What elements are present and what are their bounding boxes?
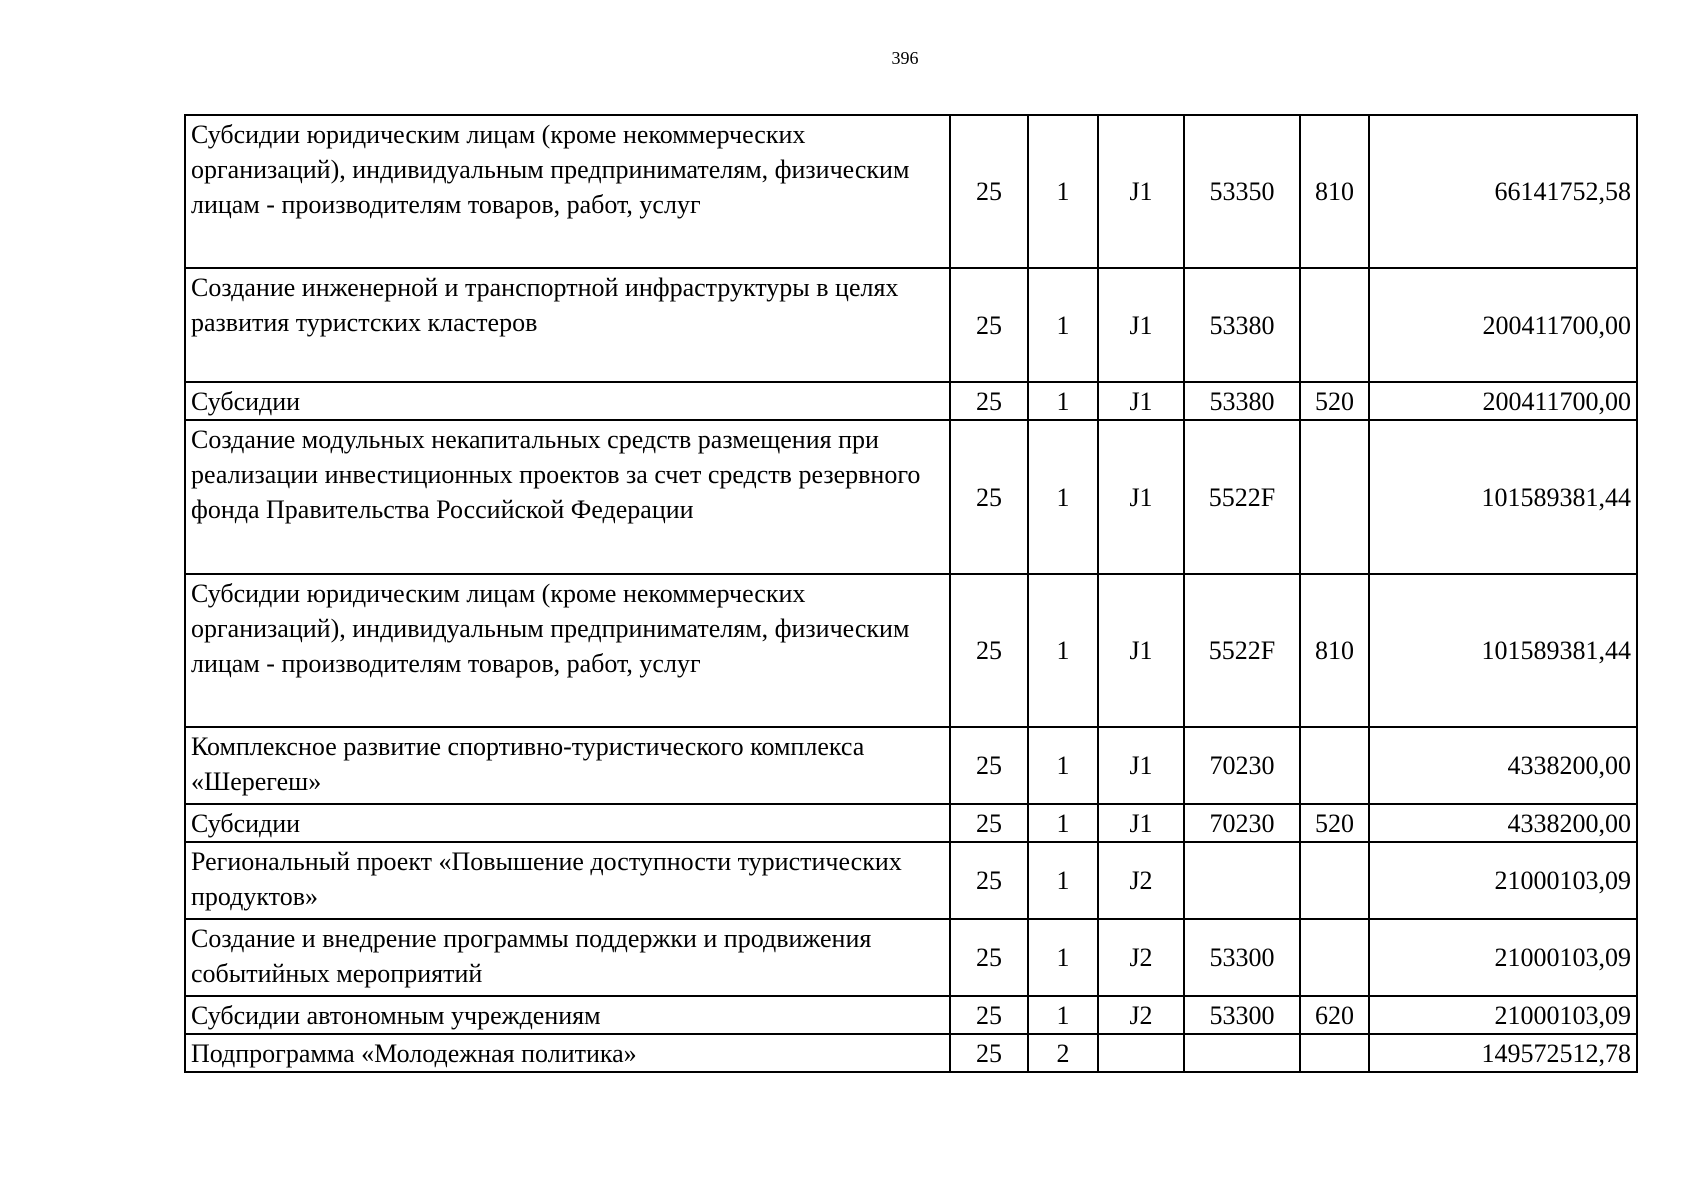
- row-amount: 4338200,00: [1369, 727, 1637, 804]
- row-code-5: 810: [1300, 574, 1369, 727]
- page-number: 396: [891, 48, 919, 68]
- row-amount: 4338200,00: [1369, 804, 1637, 842]
- table-row: [185, 842, 1637, 919]
- row-code-4: 53380: [1184, 382, 1300, 420]
- row-code-5: 520: [1300, 382, 1369, 420]
- row-code-2: 1: [1028, 727, 1098, 804]
- row-code-3: J1: [1098, 420, 1184, 574]
- row-code-4: 53300: [1184, 996, 1300, 1034]
- row-code-3: J2: [1098, 842, 1184, 919]
- row-code-1: 25: [950, 727, 1028, 804]
- row-code-3: J1: [1098, 727, 1184, 804]
- row-code-3: J1: [1098, 382, 1184, 420]
- row-description: Субсидии: [185, 804, 950, 842]
- row-code-5: [1300, 919, 1369, 996]
- row-code-3: [1098, 1034, 1184, 1072]
- row-amount: 21000103,09: [1369, 996, 1637, 1034]
- row-code-2: 1: [1028, 804, 1098, 842]
- row-code-4: 53300: [1184, 919, 1300, 996]
- row-description: Подпрограмма «Молодежная политика»: [185, 1034, 950, 1072]
- row-code-2: 1: [1028, 268, 1098, 382]
- row-code-5: [1300, 420, 1369, 574]
- row-code-2: 1: [1028, 574, 1098, 727]
- row-code-5: 620: [1300, 996, 1369, 1034]
- table-row: [185, 1034, 1637, 1072]
- row-code-2: 1: [1028, 996, 1098, 1034]
- table-row: [185, 919, 1637, 996]
- row-code-2: 2: [1028, 1034, 1098, 1072]
- row-code-4: 70230: [1184, 804, 1300, 842]
- row-code-5: [1300, 727, 1369, 804]
- row-amount: 66141752,58: [1369, 115, 1637, 268]
- row-code-5: [1300, 842, 1369, 919]
- row-code-4: [1184, 1034, 1300, 1072]
- table-row: [185, 727, 1637, 804]
- row-code-4: 5522F: [1184, 574, 1300, 727]
- table-row: [185, 996, 1637, 1034]
- row-code-4: 53380: [1184, 268, 1300, 382]
- row-code-5: [1300, 268, 1369, 382]
- row-amount: 200411700,00: [1369, 268, 1637, 382]
- row-code-3: J1: [1098, 115, 1184, 268]
- row-code-5: 810: [1300, 115, 1369, 268]
- budget-table: [184, 114, 1638, 1073]
- table-row: [185, 804, 1637, 842]
- row-description: Региональный проект «Повышение доступности туристических продуктов»: [185, 842, 950, 919]
- row-description: Субсидии юридическим лицам (кроме некоммерческих организаций), индивидуальным предпринимателям, физическим лицам - производителям товаров, работ, услуг: [185, 115, 950, 268]
- row-code-4: 5522F: [1184, 420, 1300, 574]
- row-code-1: 25: [950, 115, 1028, 268]
- row-description: Создание инженерной и транспортной инфраструктуры в целях развития туристских кластеров: [185, 268, 950, 382]
- row-code-2: 1: [1028, 842, 1098, 919]
- table-row: [185, 574, 1637, 727]
- row-amount: 101589381,44: [1369, 420, 1637, 574]
- row-code-1: 25: [950, 919, 1028, 996]
- row-code-4: [1184, 842, 1300, 919]
- row-description: Комплексное развитие спортивно-туристического комплекса «Шерегеш»: [185, 727, 950, 804]
- row-code-3: J2: [1098, 919, 1184, 996]
- row-code-1: 25: [950, 382, 1028, 420]
- row-code-3: J1: [1098, 804, 1184, 842]
- row-code-4: 53350: [1184, 115, 1300, 268]
- row-description: Субсидии юридическим лицам (кроме некоммерческих организаций), индивидуальным предпринимателям, физическим лицам - производителям товаров, работ, услуг: [185, 574, 950, 727]
- row-amount: 101589381,44: [1369, 574, 1637, 727]
- row-code-3: J2: [1098, 996, 1184, 1034]
- row-code-1: 25: [950, 804, 1028, 842]
- row-code-1: 25: [950, 842, 1028, 919]
- row-code-2: 1: [1028, 115, 1098, 268]
- row-description: Субсидии: [185, 382, 950, 420]
- row-code-2: 1: [1028, 382, 1098, 420]
- row-code-2: 1: [1028, 919, 1098, 996]
- row-amount: 149572512,78: [1369, 1034, 1637, 1072]
- table-row: [185, 115, 1637, 268]
- row-description: Субсидии автономным учреждениям: [185, 996, 950, 1034]
- row-amount: 200411700,00: [1369, 382, 1637, 420]
- row-description: Создание и внедрение программы поддержки и продвижения событийных мероприятий: [185, 919, 950, 996]
- table-row: [185, 268, 1637, 382]
- row-code-1: 25: [950, 1034, 1028, 1072]
- row-code-1: 25: [950, 574, 1028, 727]
- row-code-2: 1: [1028, 420, 1098, 574]
- row-code-5: 520: [1300, 804, 1369, 842]
- row-amount: 21000103,09: [1369, 919, 1637, 996]
- row-code-1: 25: [950, 996, 1028, 1034]
- row-amount: 21000103,09: [1369, 842, 1637, 919]
- table-row: [185, 382, 1637, 420]
- row-code-5: [1300, 1034, 1369, 1072]
- row-code-1: 25: [950, 268, 1028, 382]
- row-description: Создание модульных некапитальных средств размещения при реализации инвестиционных проектов за счет средств резервного фонда Правительства Российской Федерации: [185, 420, 950, 574]
- table-row: [185, 420, 1637, 574]
- row-code-1: 25: [950, 420, 1028, 574]
- row-code-3: J1: [1098, 268, 1184, 382]
- row-code-4: 70230: [1184, 727, 1300, 804]
- row-code-3: J1: [1098, 574, 1184, 727]
